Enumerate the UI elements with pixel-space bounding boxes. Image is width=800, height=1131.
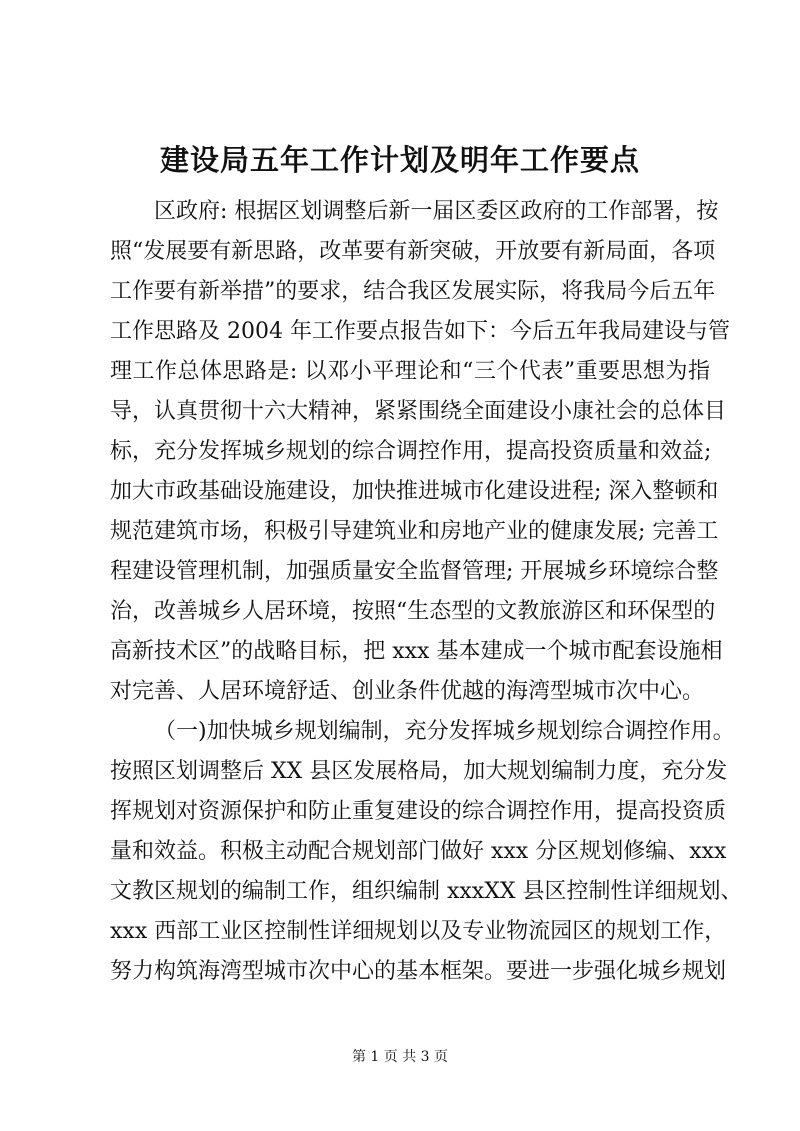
text-line: 工作要有新举措”的要求，结合我区发展实际，将我局今后五年 — [110, 279, 716, 304]
text-line: 加大市政基础设施建设，加快推进城市化建设进程; 深入整顿和 — [110, 479, 719, 504]
text-line: 工作思路及 2004 年工作要点报告如下：今后五年我局建设与管 — [110, 319, 730, 344]
text-line: 文教区规划的编制工作，组织编制 xxxXX 县区控制性详细规划、 — [110, 879, 743, 904]
page-footer: 第 1 页 共 3 页 — [351, 1049, 449, 1065]
text-line: 按照区划调整后 XX 县区发展格局，加大规划编制力度，充分发 — [110, 759, 728, 784]
text-line: 区政府: 根据区划调整后新一届区委区政府的工作部署，按 — [154, 199, 719, 224]
text-line: 治，改善城乡人居环境，按照“生态型的文教旅游区和环保型的 — [110, 599, 716, 624]
document-body — [110, 192, 743, 992]
document-title: 建设局五年工作计划及明年工作要点 — [159, 143, 640, 177]
paragraph-2 — [110, 712, 743, 992]
text-line: 程建设管理机制，加强质量安全监督管理; 开展城乡环境综合整 — [110, 559, 719, 584]
text-line: 规范建筑市场，积极引导建筑业和房地产业的健康发展; 完善工 — [110, 519, 719, 544]
text-line: 导，认真贯彻十六大精神，紧紧围绕全面建设小康社会的总体目 — [110, 399, 727, 424]
text-line: 高新技术区”的战略目标，把 xxx 基本建成一个城市配套设施相 — [110, 639, 723, 664]
text-line: 量和效益。积极主动配合规划部门做好 xxx 分区规划修编、xxx — [110, 839, 727, 864]
text-line: 挥规划对资源保护和防止重复建设的综合调控作用，提高投资质 — [110, 799, 727, 824]
text-line: 照“发展要有新思路，改革要有新突破，开放要有新局面，各项 — [110, 239, 716, 264]
text-line: 努力构筑海湾型城市次中心的基本框架。要进一步强化城乡规划 — [110, 959, 727, 984]
text-line: 理工作总体思路是: 以邓小平理论和“三个代表”重要思想为指 — [110, 359, 710, 384]
paragraph-1 — [110, 192, 730, 712]
text-line: xxx 西部工业区控制性详细规划以及专业物流园区的规划工作， — [110, 919, 727, 944]
text-line: （一)加快城乡规划编制，充分发挥城乡规划综合调控作用。 — [154, 719, 735, 744]
text-line: 标，充分发挥城乡规划的综合调控作用，提高投资质量和效益; — [110, 439, 712, 464]
text-line: 对完善、人居环境舒适、创业条件优越的海湾型城市次中心。 — [110, 679, 705, 704]
